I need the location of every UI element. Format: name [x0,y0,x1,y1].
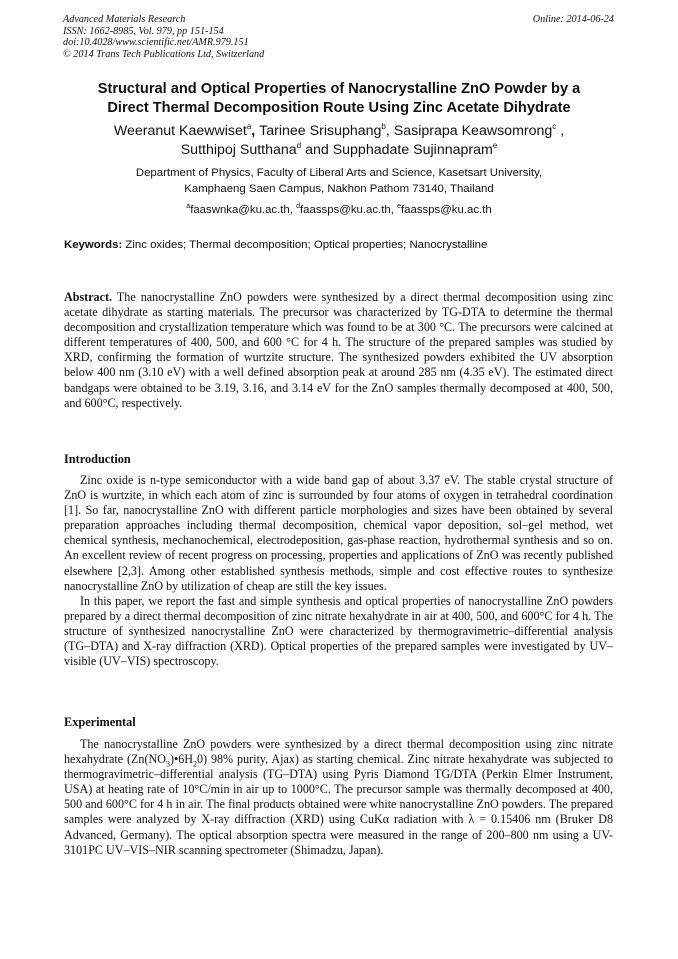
title-line-2: Direct Thermal Decomposition Route Using Zinc Acetate Dihydrate [107,99,571,116]
experimental-text: The nanocrystalline ZnO powders were synthesized by a direct thermal decomposition using zinc nitrate hexahydrate (Zn(NO [64,737,613,767]
author-name: Supphadate Sujinnapram [332,142,493,158]
author-separator: , [556,123,565,139]
author-separator: , [251,123,260,139]
title-line-1: Structural and Optical Properties of Nanocrystalline ZnO Powder by a [97,81,581,97]
abstract [64,290,613,411]
experimental-paragraph [64,737,613,858]
author-name: Weeranut Kaewwiset [113,123,247,139]
affiliation [50,166,628,197]
email-separator: , [289,204,297,216]
affiliation-line-2: Kamphaeng Saen Campus, Nakhon Pathom 73140, Thailand [184,182,494,195]
author-separator: , [385,123,394,139]
keywords-label: Keywords: [64,239,123,251]
author-separator: and [301,142,333,158]
email-link[interactable]: faaswnka@ku.ac.th [190,204,290,216]
author-name: Tarinee Srisuphang [259,123,382,139]
experimental-heading: Experimental [64,715,136,729]
formula-subscript: 3 [165,759,170,769]
introduction-paragraph: Zinc oxide is n-type semiconductor with a wide band gap of about 3.37 eV. The stable crystal structure of ZnO is wurtzite, in which each atom of zinc is surrounded by four atoms of oxygen in tetrahedral coordination [1]. So far, nanocrystalline ZnO with different particle morphologies and sizes have been obtained by several preparation approaches including thermal decomposition, chemical vapor deposition, sol–gel method, wet chemical synthesis, mechanochemical, electrodeposition, gas-phase reaction, hydrothermal synthesis and so on. An excellent review of recent progress on processing, properties and applications of ZnO was recently published elsewhere [2,3]. Among other established synthesis methods, simple and cost effective routes to synthesize nanocrystalline ZnO by utilization of cheap are still the key issues. [64,473,613,593]
experimental-text: 0) 98% purity, Ajax) as starting chemical. Zinc nitrate hexahydrate was subjected to thermogravimetric–differential analysis (TG–DTA) using Pyris Diamond TG/DTA (Perkin Elmer Instrument, USA) at heating rate of 10°C/min in air up to 1000°C. The precursor sample was thermally decomposed at 400, 500 and 600°C for 4 h in air. The final products obtained were white nanocrystalline ZnO powders. The prepared samples were analyzed by X-ray diffraction (XRD) using CuKα radiation with λ = 0.15406 nm (Bruker D8 Advanced, Germany). The optical absorption spectra were measured in the range of 200–800 nm using a UV-3101PC UV–VIS–NIR scanning spectrometer (Shimadzu, Japan). [64,752,613,857]
formula-subscript: 2 [193,759,197,769]
author-superscript: e [492,141,498,150]
email-superscript: e [397,203,401,210]
journal-header [63,14,264,60]
email-superscript: a [186,203,191,210]
author-name: Sutthipoj Sutthana [180,142,297,158]
abstract-label: Abstract. [64,290,113,304]
email-link[interactable]: faassps@ku.ac.th [400,204,492,216]
email-list [50,203,628,218]
keywords [64,238,624,253]
doi-line: doi:10.4028/www.scientific.net/AMR.979.151 [63,37,249,49]
author-list [50,122,628,160]
experimental-body [64,737,613,858]
introduction-body [64,473,613,669]
author-name: Sasiprapa Keawsomrong [393,123,553,139]
online-date: Online: 2014-06-24 [532,14,614,25]
author-superscript: d [296,141,302,150]
author-superscript: b [381,122,386,131]
formula-text: )•6H [169,752,193,767]
introduction-heading: Introduction [64,452,131,466]
keywords-text: Zinc oxides; Thermal decomposition; Optical properties; Nanocrystalline [122,239,488,251]
copyright-line: © 2014 Trans Tech Publications Ltd, Switzerland [63,48,265,60]
author-superscript: c [552,122,557,131]
abstract-text: The nanocrystalline ZnO powders were synthesized by a direct thermal decomposition using zinc acetate dihydrate as starting materials. The precursor was characterized by TG-DTA to determine the thermal decomposition and crystallization temperature which was found to be at 300 °C. The precursors were calcined at different temperatures of 400, 500, and 600 °C for 4 h. The structure of the prepared samples was studied by XRD, confirming the formation of wurtzite structure. The synthesized powders exhibited the UV absorption below 400 nm (3.10 eV) with a well defined absorption peak at around 285 nm (4.35 eV). The estimated direct bandgaps were obtained to be 3.19, 3.16, and 3.14 eV for the ZnO samples thermally decomposed at 400, 500, and 600°C, respectively. [64,290,613,410]
email-separator: , [390,204,398,216]
email-link[interactable]: faassps@ku.ac.th [300,204,391,216]
paper-title [50,80,628,117]
author-superscript: a [246,122,252,131]
issn-line: ISSN: 1662-8985, Vol. 979, pp 151-154 [63,25,224,37]
email-superscript: d [296,203,301,210]
introduction-paragraph: In this paper, we report the fast and simple synthesis and optical properties of nanocrystalline ZnO powders prepared by a direct thermal decomposition of zinc nitrate hexahydrate in air at 400, 500, and 600°C for 4 h. The structure of synthesized nanocrystalline ZnO were characterized by thermogravimetric–differential analysis (TG–DTA) and X-ray diffraction (XRD). Optical properties of the prepared samples were investigated by UV–visible (UV–VIS) spectroscopy. [64,593,613,669]
journal-name: Advanced Materials Research [63,14,186,25]
affiliation-line-1: Department of Physics, Faculty of Liberal Arts and Science, Kasetsart University, [135,167,543,179]
